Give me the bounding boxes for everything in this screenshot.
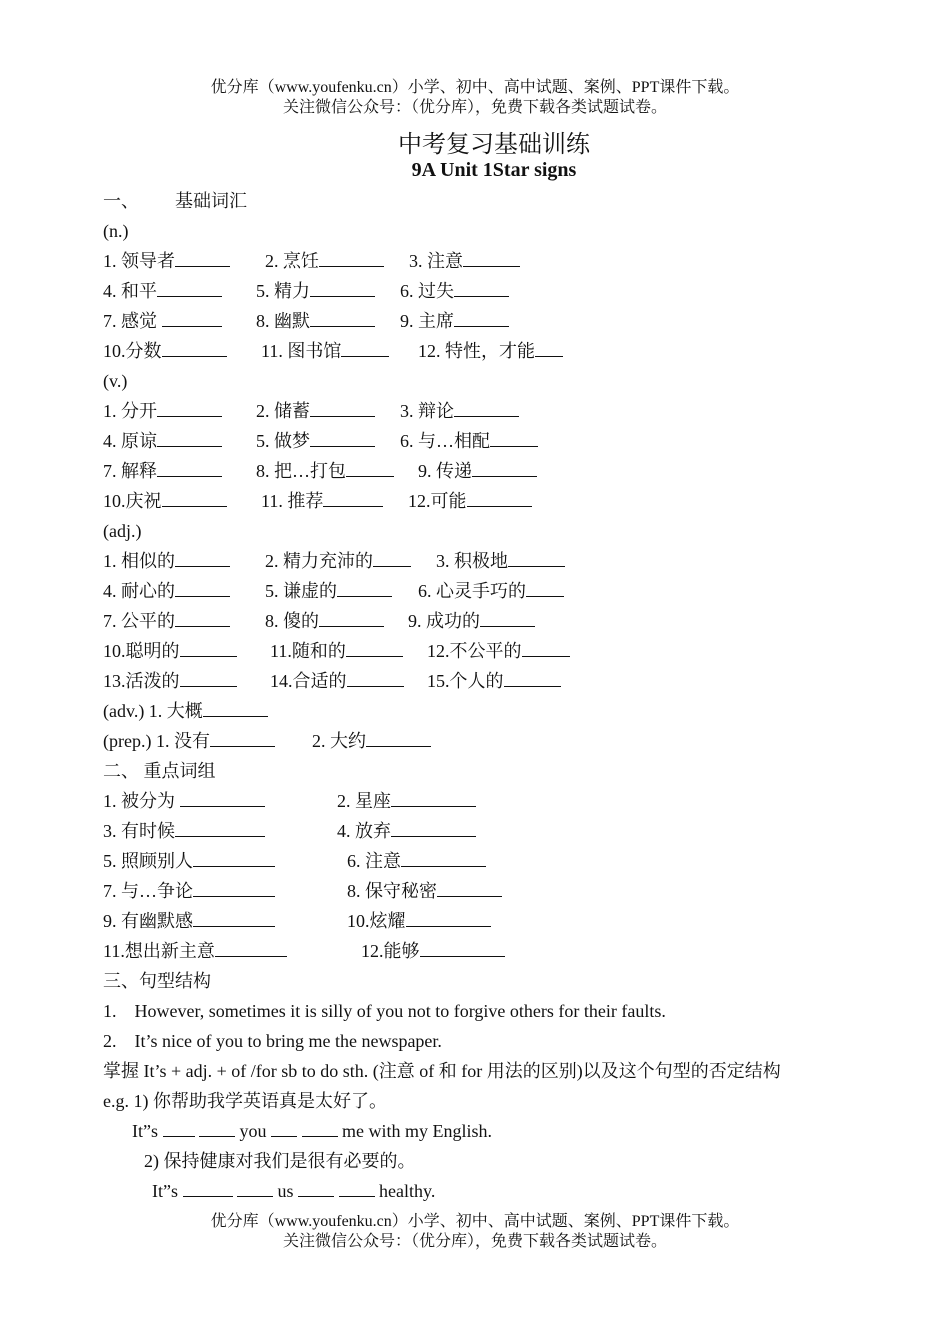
page-title: 中考复习基础训练 xyxy=(398,132,590,158)
answer-blank[interactable] xyxy=(298,1180,334,1197)
phrase-item-2: 2. 星座 xyxy=(337,790,476,812)
noun-item-3: 3. 注意 xyxy=(409,250,520,272)
answer-blank[interactable] xyxy=(210,730,275,747)
phrase-item-7: 7. 与…争论 xyxy=(103,880,275,902)
header-line-1: 优分库（www.youfenku.cn）小学、初中、高中试题、案例、PPT课件下载。 xyxy=(210,79,740,96)
answer-blank[interactable] xyxy=(175,820,265,837)
answer-blank[interactable] xyxy=(237,1180,273,1197)
nouns-label: (n.) xyxy=(103,221,129,241)
answer-blank[interactable] xyxy=(162,490,227,507)
adj-item-6: 6. 心灵手巧的 xyxy=(418,580,564,602)
answer-blank[interactable] xyxy=(193,910,275,927)
verb-item-5: 5. 做梦 xyxy=(256,430,375,452)
answer-blank[interactable] xyxy=(162,340,227,357)
example-1-sentence: It”s you me with my English. xyxy=(132,1121,492,1141)
verb-item-2: 2. 储蓄 xyxy=(256,400,375,422)
adj-item-4: 4. 耐心的 xyxy=(103,580,230,602)
answer-blank[interactable] xyxy=(406,910,491,927)
footer-line-1: 优分库（www.youfenku.cn）小学、初中、高中试题、案例、PPT课件下载。 xyxy=(210,1213,740,1230)
answer-blank[interactable] xyxy=(175,250,230,267)
noun-item-12: 12. 特性，才能 xyxy=(418,340,563,362)
section-1-heading: 一、 基础词汇 xyxy=(103,191,247,211)
section-2-heading: 二、 重点词组 xyxy=(103,761,216,781)
answer-blank[interactable] xyxy=(157,280,222,297)
example-2-label: 2) 保持健康对我们是很有必要的。 xyxy=(144,1151,416,1171)
answer-blank[interactable] xyxy=(310,430,375,447)
answer-blank[interactable] xyxy=(401,850,486,867)
adj-item-15: 15.个人的 xyxy=(427,670,561,692)
phrase-item-3: 3. 有时候 xyxy=(103,820,265,842)
verb-item-12: 12.可能 xyxy=(408,490,532,512)
phrase-item-4: 4. 放弃 xyxy=(337,820,476,842)
adj-item-10: 10.聪明的 xyxy=(103,640,237,662)
example-2-sentence: It”s us healthy. xyxy=(152,1181,436,1201)
phrase-item-10: 10.炫耀 xyxy=(347,910,491,932)
phrase-item-6: 6. 注意 xyxy=(347,850,486,872)
answer-blank[interactable] xyxy=(157,460,222,477)
answer-blank[interactable] xyxy=(347,670,404,687)
answer-blank[interactable] xyxy=(472,460,537,477)
answer-blank[interactable] xyxy=(319,250,384,267)
verb-item-6: 6. 与…相配 xyxy=(400,430,538,452)
answer-blank[interactable] xyxy=(463,250,520,267)
answer-blank[interactable] xyxy=(157,430,222,447)
answer-blank[interactable] xyxy=(193,880,275,897)
verb-item-1: 1. 分开 xyxy=(103,400,222,422)
answer-blank[interactable] xyxy=(319,610,384,627)
preposition-item-2: 2. 大约 xyxy=(312,730,431,752)
page-subtitle: 9A Unit 1Star signs xyxy=(411,159,577,181)
noun-item-2: 2. 烹饪 xyxy=(265,250,384,272)
answer-blank[interactable] xyxy=(522,640,570,657)
answer-blank[interactable] xyxy=(391,820,476,837)
noun-item-5: 5. 精力 xyxy=(256,280,375,302)
answer-blank[interactable] xyxy=(373,550,411,567)
noun-item-4: 4. 和平 xyxy=(103,280,222,302)
sentence-1: 1. However, sometimes it is silly of you not to forgive others for their faults. xyxy=(103,1001,666,1021)
answer-blank[interactable] xyxy=(180,790,265,807)
noun-item-6: 6. 过失 xyxy=(400,280,509,302)
example-1-label: e.g. 1) 你帮助我学英语真是太好了。 xyxy=(103,1091,387,1111)
adj-item-12: 12.不公平的 xyxy=(427,640,570,662)
answer-blank[interactable] xyxy=(271,1120,297,1137)
header-line-2: 关注微信公众号：（优分库），免费下载各类试题试卷。 xyxy=(282,99,667,116)
answer-blank[interactable] xyxy=(437,880,502,897)
adj-item-2: 2. 精力充沛的 xyxy=(265,550,411,572)
adj-item-7: 7. 公平的 xyxy=(103,610,230,632)
answer-blank[interactable] xyxy=(310,310,375,327)
adj-item-1: 1. 相似的 xyxy=(103,550,230,572)
answer-blank[interactable] xyxy=(175,550,230,567)
answer-blank[interactable] xyxy=(193,850,275,867)
answer-blank[interactable] xyxy=(175,580,230,597)
verb-item-11: 11. 推荐 xyxy=(261,490,383,512)
phrase-item-1: 1. 被分为 xyxy=(103,790,265,812)
adj-item-8: 8. 傻的 xyxy=(265,610,384,632)
answer-blank[interactable] xyxy=(337,580,392,597)
adjectives-label: (adj.) xyxy=(103,521,142,541)
noun-item-11: 11. 图书馆 xyxy=(261,340,389,362)
answer-blank[interactable] xyxy=(310,400,375,417)
verb-item-8: 8. 把…打包 xyxy=(256,460,394,482)
adj-item-13: 13.活泼的 xyxy=(103,670,237,692)
noun-item-8: 8. 幽默 xyxy=(256,310,375,332)
answer-blank[interactable] xyxy=(454,310,509,327)
adj-item-11: 11.随和的 xyxy=(270,640,403,662)
answer-blank[interactable] xyxy=(175,610,230,627)
answer-blank[interactable] xyxy=(454,280,509,297)
answer-blank[interactable] xyxy=(310,280,375,297)
verb-item-7: 7. 解释 xyxy=(103,460,222,482)
verb-item-9: 9. 传递 xyxy=(418,460,537,482)
sentence-2: 2. It’s nice of you to bring me the newspaper. xyxy=(103,1031,442,1051)
adj-item-14: 14.合适的 xyxy=(270,670,404,692)
answer-blank[interactable] xyxy=(339,1180,375,1197)
answer-blank[interactable] xyxy=(346,460,394,477)
noun-item-10: 10.分数 xyxy=(103,340,227,362)
answer-blank[interactable] xyxy=(366,730,431,747)
answer-blank[interactable] xyxy=(199,1120,235,1137)
answer-blank[interactable] xyxy=(420,940,505,957)
noun-item-9: 9. 主席 xyxy=(400,310,509,332)
answer-blank[interactable] xyxy=(203,700,268,717)
answer-blank[interactable] xyxy=(454,400,519,417)
answer-blank[interactable] xyxy=(180,670,237,687)
answer-blank[interactable] xyxy=(346,640,403,657)
adverb-item-1: (adv.) 1. 大概 xyxy=(103,700,268,722)
verb-item-10: 10.庆祝 xyxy=(103,490,227,512)
answer-blank[interactable] xyxy=(163,1120,195,1137)
footer-line-2: 关注微信公众号：（优分库），免费下载各类试题试卷。 xyxy=(282,1233,667,1250)
phrase-item-11: 11.想出新主意 xyxy=(103,940,287,962)
answer-blank[interactable] xyxy=(526,580,564,597)
noun-item-1: 1. 领导者 xyxy=(103,250,230,272)
section-3-heading: 三、句型结构 xyxy=(103,971,211,991)
phrase-item-8: 8. 保守秘密 xyxy=(347,880,502,902)
answer-blank[interactable] xyxy=(183,1180,233,1197)
answer-blank[interactable] xyxy=(391,790,476,807)
phrase-item-12: 12.能够 xyxy=(361,940,505,962)
answer-blank[interactable] xyxy=(467,490,532,507)
answer-blank[interactable] xyxy=(480,610,535,627)
verb-item-3: 3. 辩论 xyxy=(400,400,519,422)
answer-blank[interactable] xyxy=(162,310,222,327)
answer-blank[interactable] xyxy=(490,430,538,447)
phrase-item-9: 9. 有幽默感 xyxy=(103,910,275,932)
verbs-label: (v.) xyxy=(103,371,128,391)
answer-blank[interactable] xyxy=(535,340,563,357)
answer-blank[interactable] xyxy=(323,490,383,507)
answer-blank[interactable] xyxy=(215,940,287,957)
answer-blank[interactable] xyxy=(504,670,561,687)
answer-blank[interactable] xyxy=(508,550,565,567)
answer-blank[interactable] xyxy=(341,340,389,357)
verb-item-4: 4. 原谅 xyxy=(103,430,222,452)
adj-item-5: 5. 谦虚的 xyxy=(265,580,392,602)
preposition-item-1: (prep.) 1. 没有 xyxy=(103,730,275,752)
noun-item-7: 7. 感觉 xyxy=(103,310,222,332)
phrase-item-5: 5. 照顾别人 xyxy=(103,850,275,872)
answer-blank[interactable] xyxy=(302,1120,338,1137)
adj-item-9: 9. 成功的 xyxy=(408,610,535,632)
adj-item-3: 3. 积极地 xyxy=(436,550,565,572)
answer-blank[interactable] xyxy=(180,640,237,657)
grammar-note: 掌握 It’s + adj. + of /for sb to do sth. (注意 of 和 for 用法的区别)以及这个句型的否定结构 xyxy=(103,1061,781,1081)
answer-blank[interactable] xyxy=(157,400,222,417)
